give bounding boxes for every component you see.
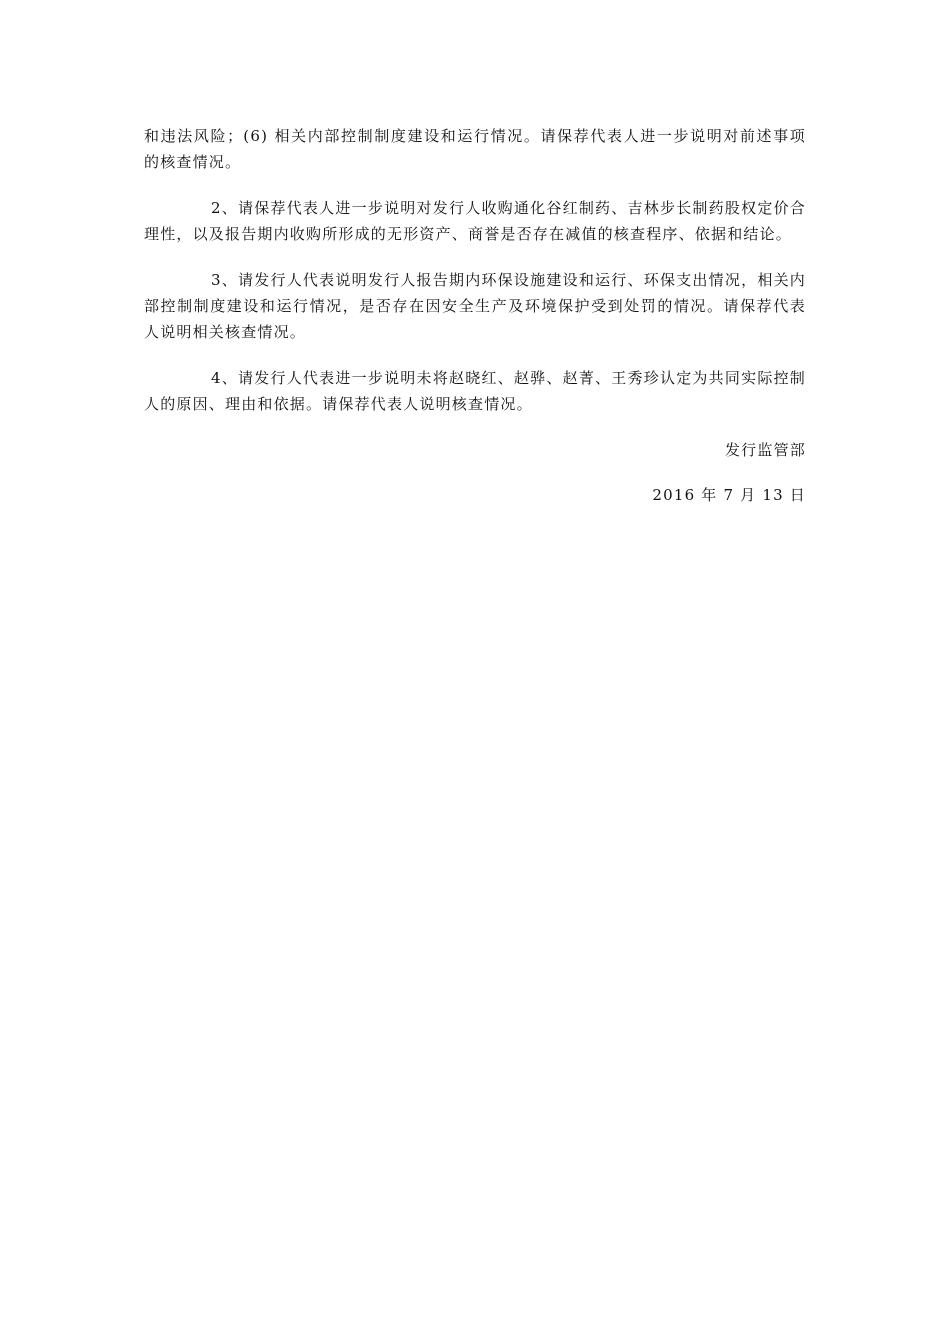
paragraph-continuation: 和违法风险；(6) 相关内部控制制度建设和运行情况。请保荐代表人进一步说明对前述事项的核查情况。 <box>144 127 806 171</box>
paragraph-item-2: 2、请保荐代表人进一步说明对发行人收购通化谷红制药、吉林步长制药股权定价合理性，以及报告期内收购所形成的无形资产、商誉是否存在减值的核查程序、依据和结论。 <box>144 199 806 243</box>
signature-department: 发行监管部 <box>724 441 806 459</box>
paragraph-item-4: 4、请发行人代表进一步说明未将赵晓红、赵骅、赵菁、王秀珍认定为共同实际控制人的原因、理由和依据。请保荐代表人说明核查情况。 <box>144 369 806 413</box>
signature-date: 2016 年 7 月 13 日 <box>652 486 806 504</box>
document-body <box>144 123 806 508</box>
paragraph-item-3: 3、请发行人代表说明发行人报告期内环保设施建设和运行、环保支出情况，相关内部控制制度建设和运行情况，是否存在因安全生产及环境保护受到处罚的情况。请保荐代表人说明相关核查情况。 <box>144 271 806 341</box>
